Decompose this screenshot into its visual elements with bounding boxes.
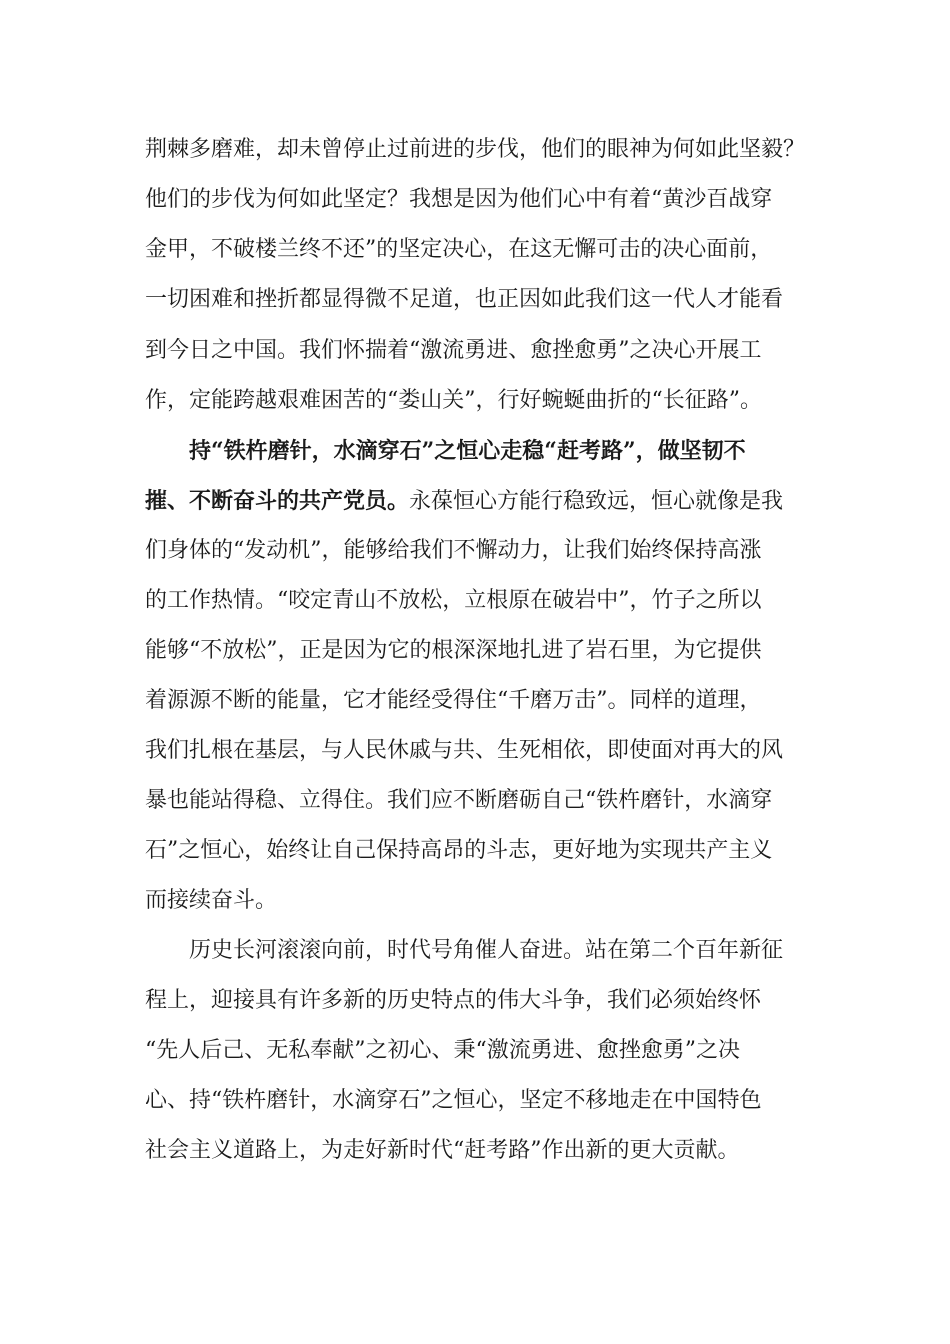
paragraph-2-line-8: 暴也能站得稳、立得住。我们应不断磨砺自己“铁杵磨针，水滴穿 <box>145 788 773 813</box>
paragraph-1-line-3: 金甲，不破楼兰终不还”的坚定决心，在这无懈可击的决心面前， <box>145 237 773 262</box>
paragraph-1-line-5: 到今日之中国。我们怀揣着“激流勇进、愈挫愈勇”之决心开展工 <box>145 338 762 363</box>
paragraph-2-heading-end: 摧、不断奋斗的共产党员。 <box>145 488 410 514</box>
paragraph-2-line-3: 们身体的“发动机”，能够给我们不懈动力，让我们始终保持高涨 <box>145 538 762 563</box>
paragraph-3-line-1: 历史长河滚滚向前，时代号角催人奋进。站在第二个百年新征 <box>189 938 784 963</box>
paragraph-2-line-10: 而接续奋斗。 <box>145 888 278 913</box>
paragraph-2-line-9: 石”之恒心，始终让自己保持高昂的斗志，更好地为实现共产主义 <box>145 838 773 863</box>
paragraph-2-line-4: 的工作热情。“咬定青山不放松，立根原在破岩中”，竹子之所以 <box>145 588 762 613</box>
paragraph-3-line-4: 心、持“铁杵磨针，水滴穿石”之恒心，坚定不移地走在中国特色 <box>145 1088 762 1113</box>
paragraph-3-line-5: 社会主义道路上，为走好新时代“赶考路”作出新的更大贡献。 <box>145 1138 740 1163</box>
paragraph-2-line-6: 着源源不断的能量，它才能经受得住“千磨万击”。同样的道理， <box>145 688 762 713</box>
paragraph-1-line-1: 荆棘多磨难，却未曾停止过前进的步伐，他们的眼神为何如此坚毅？ <box>145 137 806 162</box>
paragraph-1-line-4: 一切困难和挫折都显得微不足道，也正因如此我们这一代人才能看 <box>145 287 784 312</box>
paragraph-2-heading-line-1: 持“铁杵磨针，水滴穿石”之恒心走稳“赶考路”，做坚韧不 <box>189 438 746 464</box>
paragraph-3-line-3: “先人后己、无私奉献”之初心、秉“激流勇进、愈挫愈勇”之决 <box>145 1038 740 1063</box>
paragraph-2-line-2 <box>145 486 783 516</box>
paragraph-3-line-2: 程上，迎接具有许多新的历史特点的伟大斗争，我们必须始终怀 <box>145 988 762 1013</box>
paragraph-1-line-2: 他们的步伐为何如此坚定？我想是因为他们心中有着“黄沙百战穿 <box>145 187 773 212</box>
paragraph-2-line-2-rest: 永葆恒心方能行稳致远，恒心就像是我 <box>409 489 784 514</box>
paragraph-1-line-6: 作，定能跨越艰难困苦的“娄山关”，行好蜿蜒曲折的“长征路”。 <box>145 388 762 413</box>
paragraph-2-line-7: 我们扎根在基层，与人民休戚与共、生死相依，即使面对再大的风 <box>145 738 784 763</box>
paragraph-2-line-5: 能够“不放松”，正是因为它的根深深地扎进了岩石里，为它提供 <box>145 638 762 663</box>
